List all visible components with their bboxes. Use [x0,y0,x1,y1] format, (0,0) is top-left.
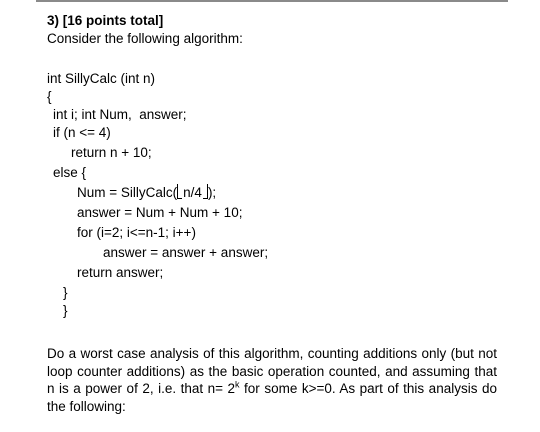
code-return-answer: return answer; [77,265,164,280]
code-open-brace: { [47,89,52,104]
floor-left-icon [177,184,182,199]
code-for-line: for (i=2; i<=n-1; i++) [77,225,196,240]
code-return-base: return n + 10; [71,145,152,160]
top-rule [36,0,508,2]
code-signature: int SillyCalc (int n) [47,71,156,86]
analysis-instructions [47,345,497,415]
analysis-exponent: k [235,379,240,390]
question-title: 3) [16 points total] [47,13,164,28]
code-close-inner: } [63,285,68,300]
analysis-text-part2: for some k>=0. As part of this analysis do the following: [47,381,497,414]
code-loop-body: answer = answer + answer; [103,245,269,260]
code-else-line: else { [53,165,87,180]
code-if-line: if (n <= 4) [53,125,111,140]
code-num-prefix: Num = SillyCalc( [77,185,178,200]
code-num-suffix: ); [207,185,217,200]
analysis-text-part1: Do a worst case analysis of this algorithm, counting additions only (but not loop counter additions) as the basic operation counted, and assuming that n is a power of 2, i.e. that n= 2 [47,346,497,397]
code-answer-assign: answer = Num + Num + 10; [77,205,243,220]
code-num-arg: n/4 [183,185,202,200]
code-close-outer: } [63,303,68,318]
code-num-assign [77,184,216,201]
code-declarations: int i; int Num, answer; [53,107,187,122]
question-intro: Consider the following algorithm: [47,31,243,46]
